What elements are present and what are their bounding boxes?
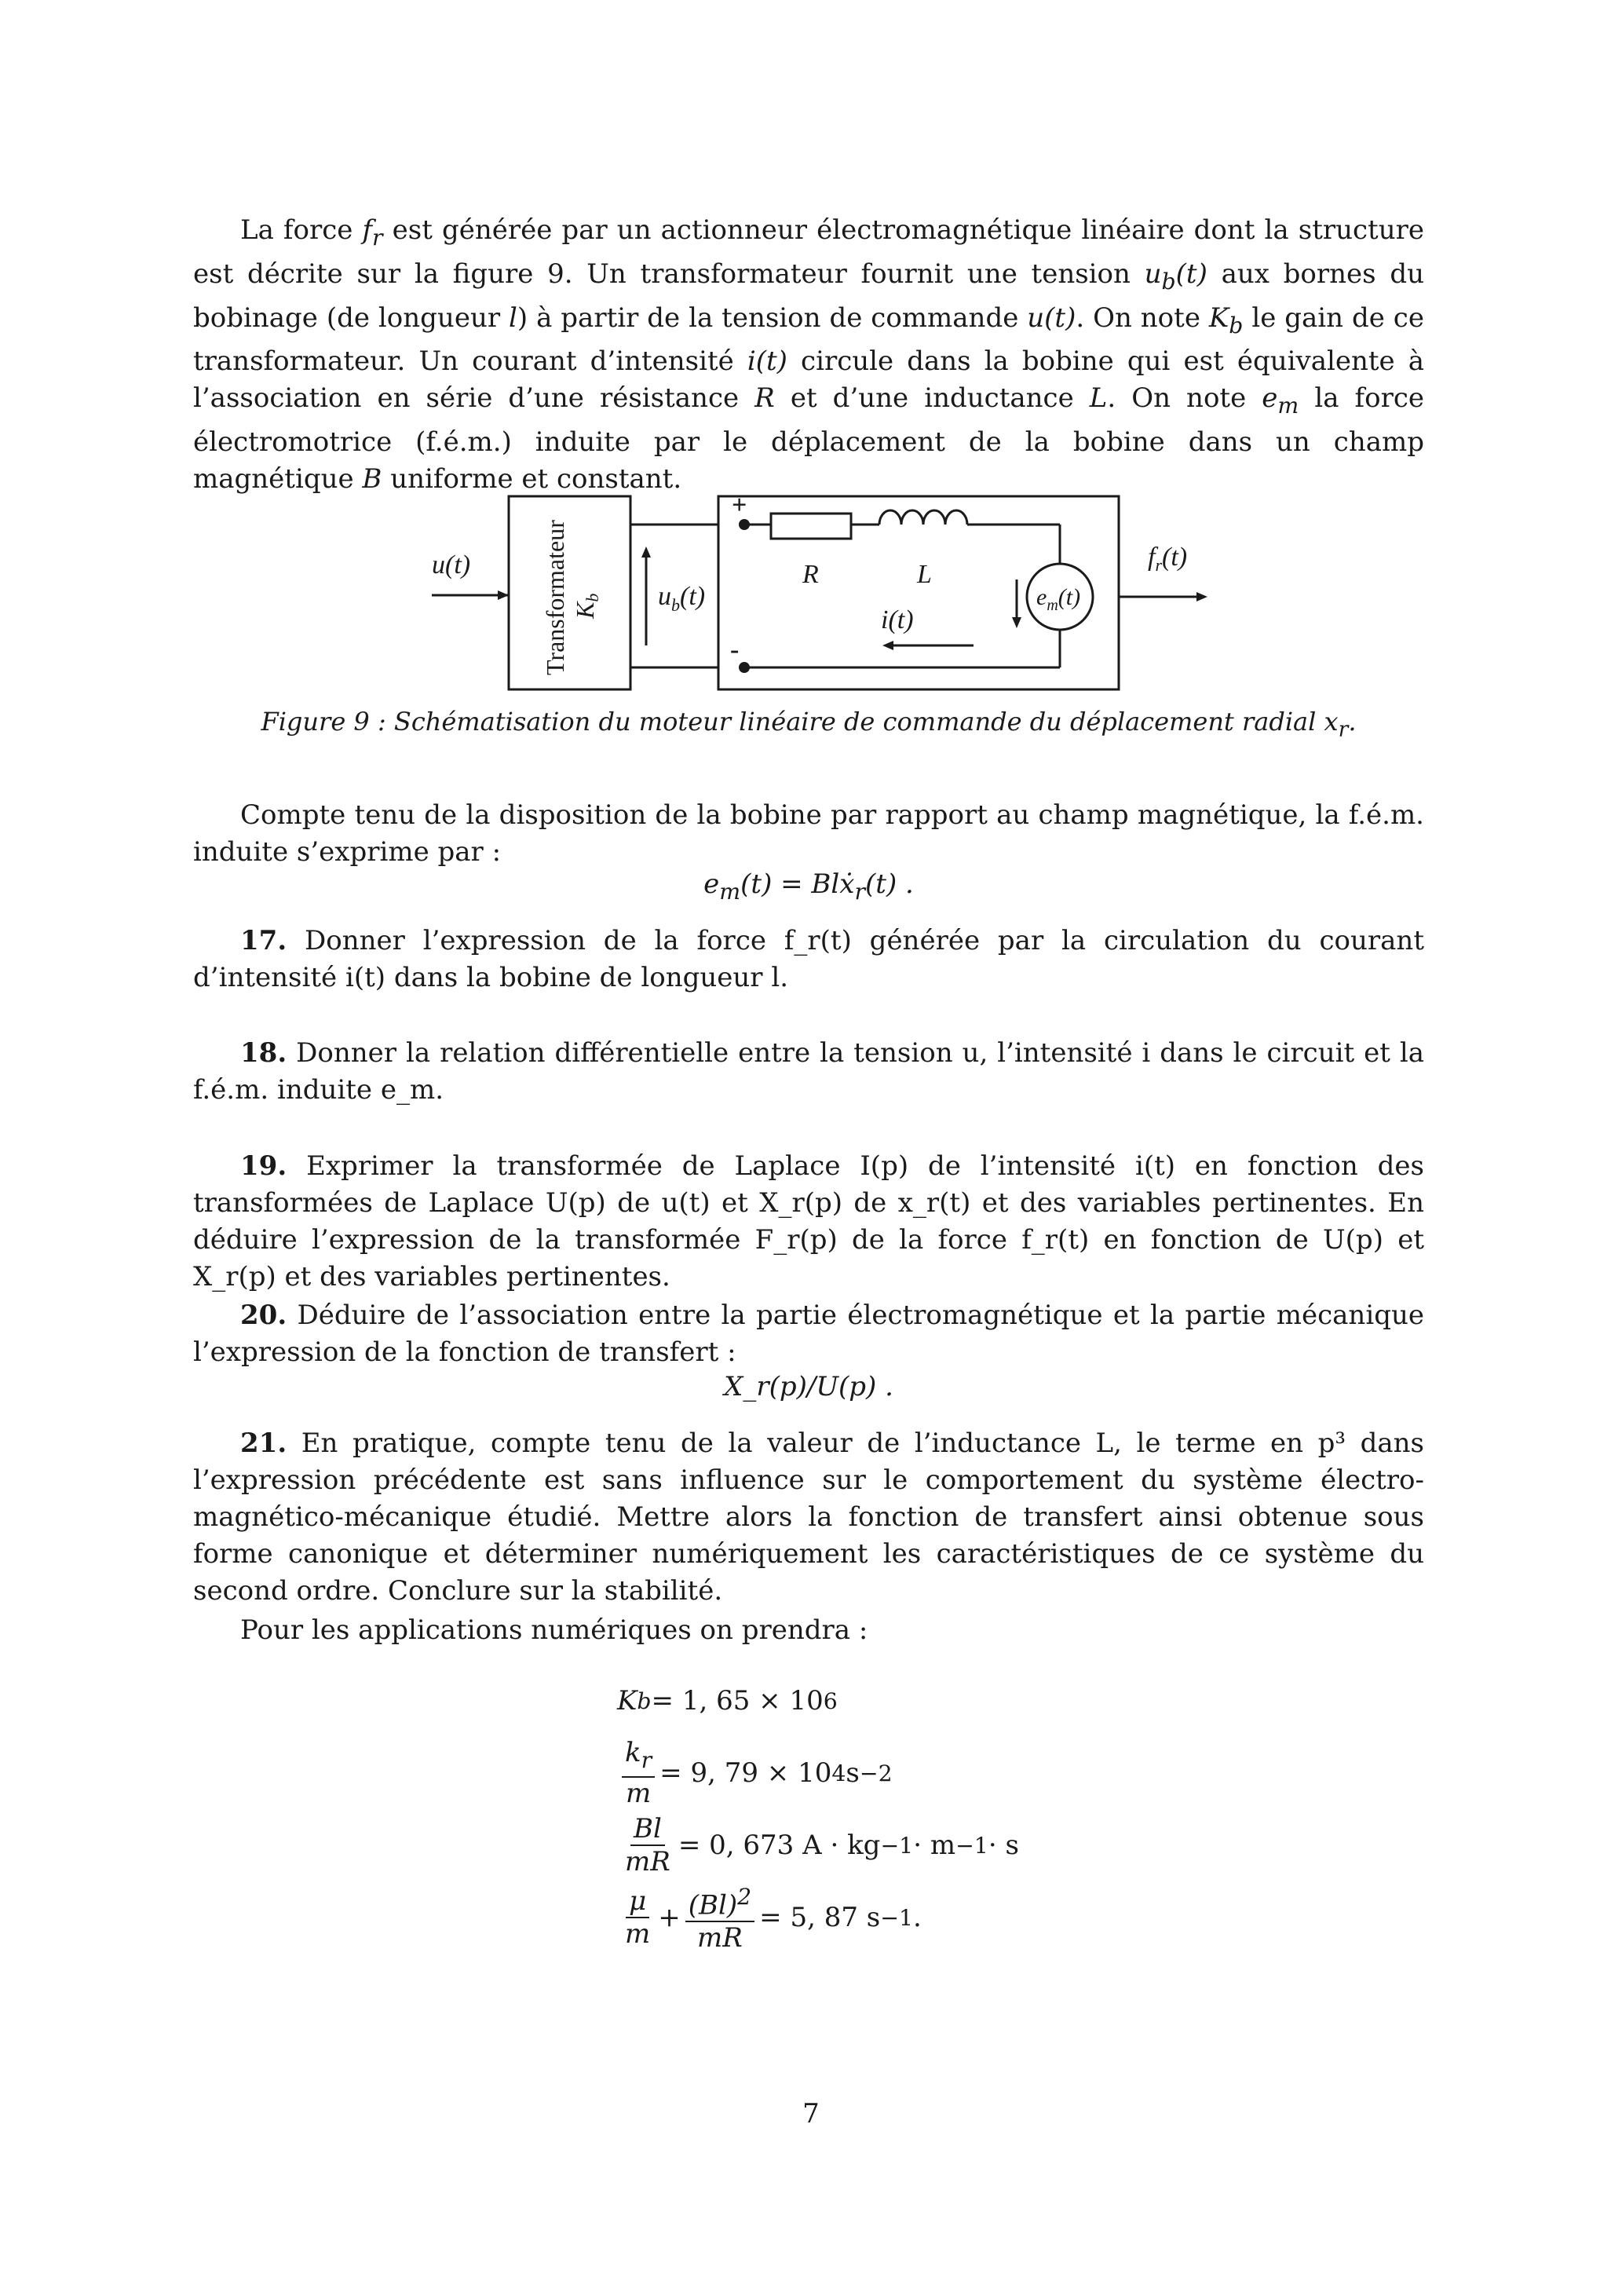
svg-text:Kb: Kb: [571, 593, 602, 619]
ub-label: $u_b(t)$: [658, 582, 706, 615]
eq-kb: K b = 1, 65 × 10 6: [617, 1685, 838, 1717]
question-20: 20. Déduire de l’association entre la partie électromagnétique et la partie mécanique l’expression de la fonction de transfert :: [193, 1300, 1424, 1368]
transfer-equation: X_r(p)/U(p) .: [724, 1371, 893, 1402]
figure-caption: Figure 9 : Schématisation du moteur linéaire de commande du déplacement radial $x_r$.: [261, 707, 1357, 742]
minus-sign: -: [730, 635, 740, 664]
transformer-box: [509, 496, 630, 689]
numerics-block: [617, 1665, 1019, 1954]
input-label: u(t): [432, 550, 471, 579]
plus-terminal: [739, 519, 750, 530]
eq-bl: $\frac{Bl}{mR}$ = 0, 673 A · kg −1 · m −1 · s: [625, 1813, 1019, 1877]
output-label: $f_r(t)$: [1148, 543, 1188, 575]
page-number: 7: [802, 2098, 820, 2130]
i-label: i(t): [881, 605, 914, 634]
resistor-R: [771, 514, 851, 539]
L-label: L: [917, 560, 932, 589]
intro-paragraph: La force $f_r$ est générée par un actionneur électromagnétique linéaire dont la structure est décrite sur la figure 9. Un transformateur fournit une tension $u_b(t)$ aux bornes du bobinage (de longueur l) à partir de la tension de commande u(t). On note $K_b$ le gain de ce transformateur. Un courant d’intensité i(t) circule dans la bobine qui est équivalente à l’association en série d’une résistance R et d’une inductance L. On note $e_m$ la force électromotrice (f.é.m.) induite par le déplacement de la bobine dans un champ magnétique B uniforme et constant.: [193, 214, 1424, 495]
R-label: R: [802, 560, 819, 589]
plus-sign: +: [732, 491, 747, 520]
question-21: 21. En pratique, compte tenu de la valeur de l’inductance L, le terme en p³ dans l’expression précédente est sans influence sur le comportement du système électro-magnético-mécanique étudié. Mettre alors la fonction de transfert ainsi obtenue sous forme canonique et déterminer numériquement les caractéristiques de ce système du second ordre. Conclure sur la stabilité.: [193, 1428, 1424, 1607]
minus-terminal: [739, 662, 750, 673]
numerics-intro: Pour les applications numériques on prendra :: [240, 1614, 868, 1646]
emf-paragraph: Compte tenu de la disposition de la bobine par rapport au champ magnétique, la f.é.m. induite s’exprime par :: [193, 799, 1424, 868]
eq-mu: $\frac{\mu}{m}$ + $\frac{(Bl)^2}{mR}$ = 5, 87 s −1 .: [617, 1881, 1019, 1954]
em-label: $e_m(t)$: [1036, 584, 1081, 614]
figure-9-schematic: [408, 479, 1256, 707]
emf-equation: $e_m(t)$ = Blẋ$_r$(t) .: [703, 868, 914, 905]
transformer-label: Transformateur: [541, 520, 569, 675]
inductor-L: [879, 510, 967, 525]
question-18: 18. Donner la relation différentielle entre la tension u, l’intensité i dans le circuit et la f.é.m. induite e_m.: [193, 1037, 1424, 1106]
eq-kr: $\frac{k_r}{m}$ = 9, 79 × 10 4 s −2: [617, 1737, 1019, 1809]
question-19: 19. Exprimer la transformée de Laplace I(p) de l’intensité i(t) en fonction des transformées de Laplace U(p) de u(t) et X_r(p) de x_r(t) et des variables pertinentes. En déduire l’expression de la transformée F_r(p) de la force f_r(t) en fonction de U(p) et X_r(p) et des variables pertinentes.: [193, 1150, 1424, 1292]
question-17: 17. Donner l’expression de la force f_r(t) générée par la circulation du courant d’intensité i(t) dans la bobine de longueur l.: [193, 925, 1424, 993]
